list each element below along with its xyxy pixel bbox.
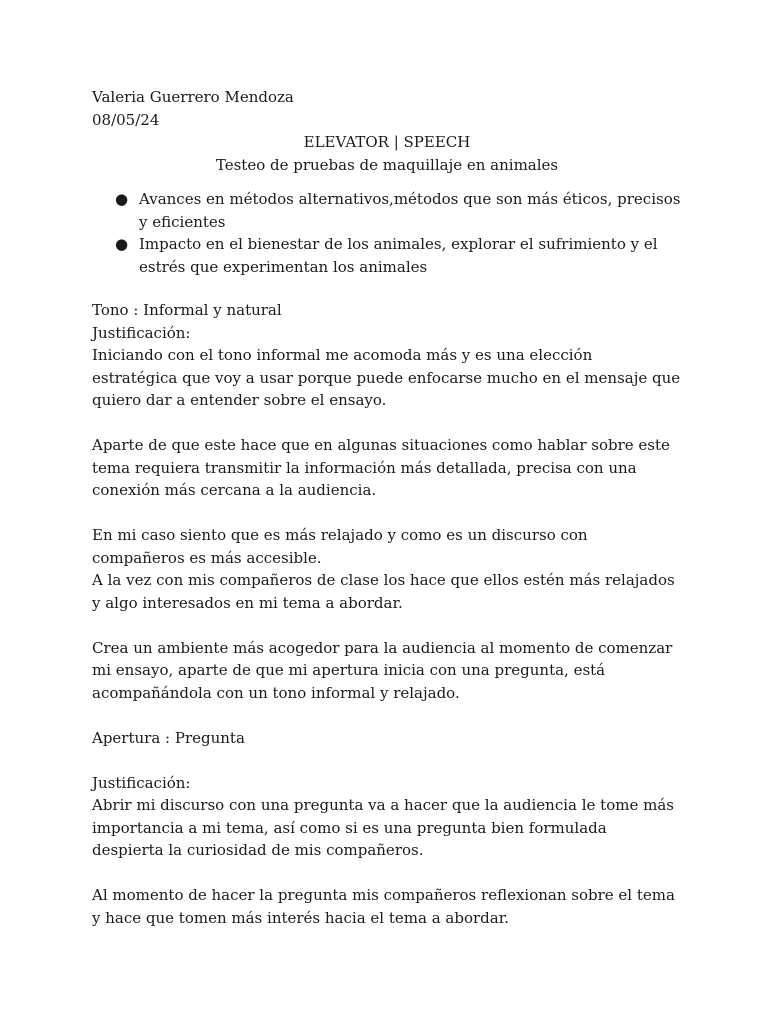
apertura-paragraph-1: Abrir mi discurso con una pregunta va a hacer que la audiencia le tome más importancia a mi tema, así como si es una pregunta bien formulada despierta la curiosidad de mis compañeros. — [92, 796, 674, 859]
list-item — [92, 188, 682, 233]
document-subtitle: Testeo de pruebas de maquillaje en animales — [215, 155, 559, 174]
tono-paragraph-1: Iniciando con el tono informal me acomoda más y es una elección estratégica que voy a usar porque puede enfocarse mucho en el mensaje que quiero dar a entender sobre el ensayo. — [92, 346, 681, 409]
tono-paragraph-2: Aparte de que este hace que en algunas situaciones como hablar sobre este tema requiera transmitir la información más detallada, precisa con una conexión más cercana a la audiencia. — [92, 436, 670, 499]
bullet-icon: ● — [115, 235, 129, 253]
apertura-heading: Apertura : Pregunta — [92, 728, 245, 747]
document-title: ELEVATOR | SPEECH — [303, 133, 471, 151]
paragraph-spacer — [92, 704, 682, 727]
paragraph-spacer — [92, 412, 682, 435]
document-date: 08/05/24 — [92, 110, 160, 129]
paragraph-spacer — [92, 614, 682, 637]
tono-heading: Tono : Informal y natural — [92, 301, 282, 319]
paragraph-spacer — [92, 862, 682, 885]
paragraph-spacer — [92, 502, 682, 525]
apertura-justificacion-label: Justificación: — [92, 773, 191, 792]
author-name: Valeria Guerrero Mendoza — [92, 88, 294, 106]
bullet-icon: ● — [115, 190, 129, 208]
tono-paragraph-3a: En mi caso siento que es más relajado y como es un discurso con compañeros es más accesible. — [92, 526, 588, 567]
document-page — [92, 86, 682, 929]
paragraph-spacer — [92, 749, 682, 772]
apertura-paragraph-2: Al momento de hacer la pregunta mis compañeros reflexionan sobre el tema y hace que tomen más interés hacia el tema a abordar. — [92, 886, 675, 927]
tono-paragraph-4: Crea un ambiente más acogedor para la audiencia al momento de comenzar mi ensayo, aparte de que mi apertura inicia con una pregunta, está acompañándola con un tono informal y relajado. — [92, 638, 673, 702]
tono-paragraph-3b: A la vez con mis compañeros de clase los hace que ellos estén más relajados y algo interesados en mi tema a abordar. — [92, 571, 675, 612]
bullet-text: Impacto en el bienestar de los animales, explorar el sufrimiento y el estrés que experimentan los animales — [139, 235, 658, 276]
topic-bullet-list — [92, 188, 682, 278]
tono-justificacion-label: Justificación: — [92, 323, 191, 342]
bullet-text: Avances en métodos alternativos,métodos que son más éticos, precisos y eficientes — [139, 190, 681, 231]
list-item — [92, 233, 682, 278]
